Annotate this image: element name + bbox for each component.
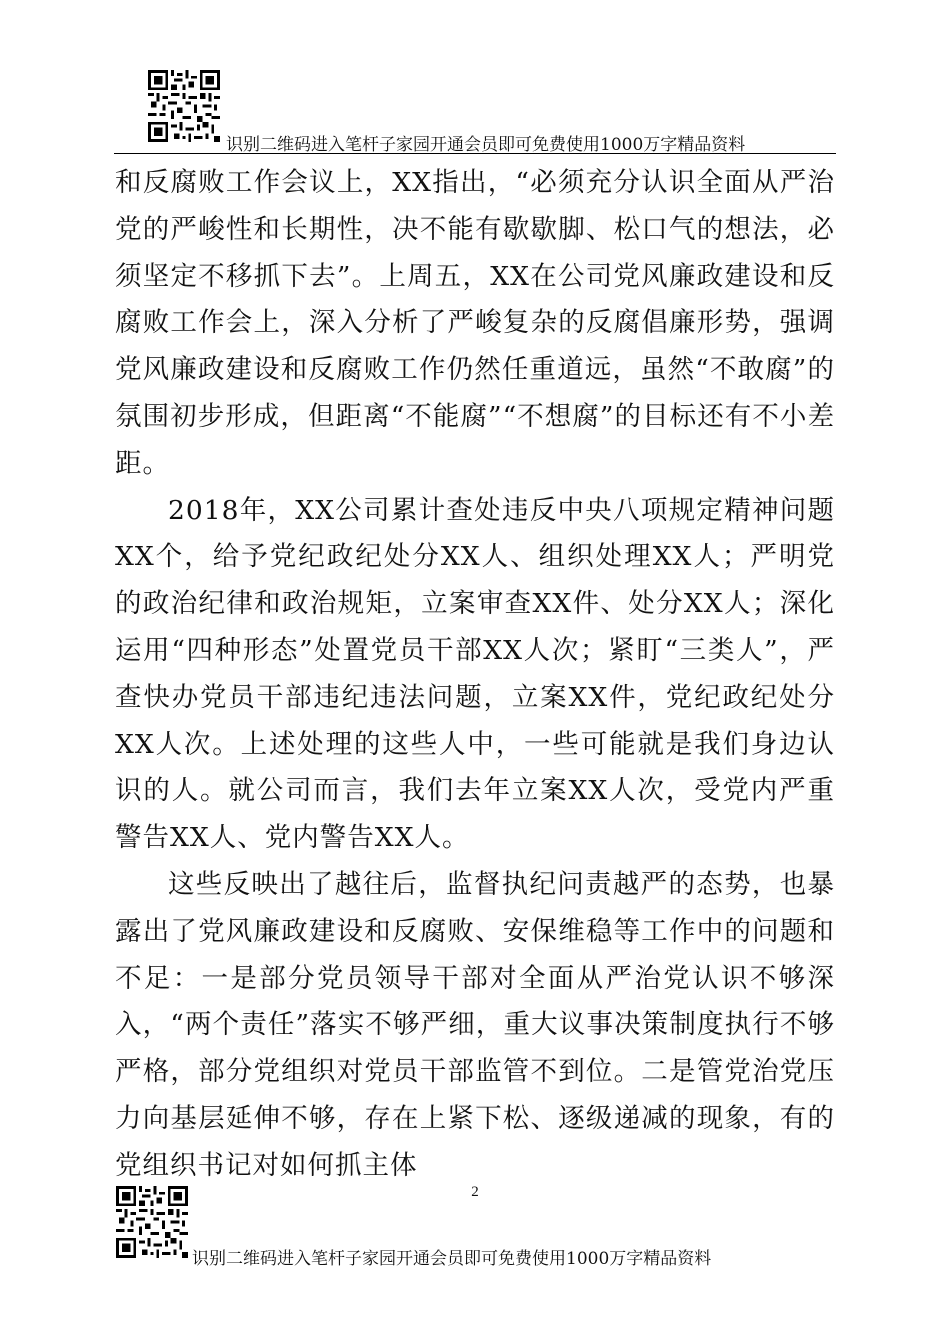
header-divider [114, 153, 836, 154]
paragraph: 这些反映出了越往后，监督执纪问责越严的态势，也暴露出了党风廉政建设和反腐败、安保维稳等工作中的问题和不足：一是部分党员领导干部对全面从严治党认识不够深入，“两个责任”落实不够严细，重大议事决策制度执行不够严格，部分党组织对党员干部监管不到位。二是管党治党压力向基层延伸不够，存在上紧下松、逐级递减的现象，有的党组织书记对如何抓主体 [115, 868, 835, 1181]
document-body [115, 160, 835, 1190]
page-number: 2 [471, 1184, 479, 1200]
header-promo-text: 识别二维码进入笔杆子家园开通会员即可免费使用1000万字精品资料 [226, 135, 746, 155]
paragraph-continuation: 和反腐败工作会议上，XX指出，“必须充分认识全面从严治党的严峻性和长期性，决不能有歇歇脚、松口气的想法，必须坚定不移抓下去”。上周五，XX在公司党风廉政建设和反腐败工作会上，深入分析了严峻复杂的反腐倡廉形势，强调党风廉政建设和反腐败工作仍然任重道远，虽然“不敢腐”的氛围初步形成，但距离“不能腐”“不想腐”的目标还有不小差距。 [115, 167, 835, 479]
qr-code-icon [116, 1186, 188, 1258]
paragraph: 2018年，XX公司累计查处违反中央八项规定精神问题XX个，给予党纪政纪处分XX人、组织处理XX人；严明党的政治纪律和政治规矩，立案审查XX件、处分XX人；深化运用“四种形态”处置党员干部XX人次；紧盯“三类人”，严查快办党员干部违纪违法问题，立案XX件，党纪政纪处分XX人次。上述处理的这些人中，一些可能就是我们身边认识的人。就公司而言，我们去年立案XX人次，受党内严重警告XX人、党内警告XX人。 [115, 494, 835, 854]
qr-code-icon [148, 70, 220, 142]
footer-promo-text: 识别二维码进入笔杆子家园开通会员即可免费使用1000万字精品资料 [192, 1249, 712, 1269]
